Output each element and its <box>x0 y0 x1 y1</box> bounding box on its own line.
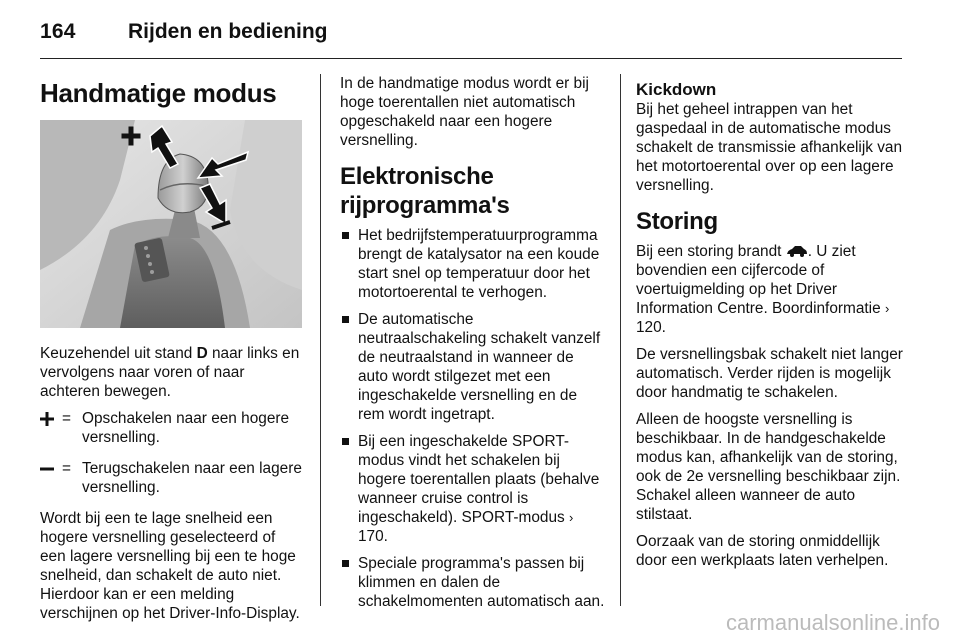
speed-warning-paragraph: Wordt bij een te lage snelheid een hogere versnelling geselecteerd of een lagere versnelling bij een te hoge snelheid, dan schakelt de auto niet. Hierdoor kan er een melding verschijnen op het Driver-Info-Display. <box>40 510 300 622</box>
list-item <box>340 554 606 611</box>
storing-paragraph-2: De versnellingsbak schakelt niet langer automatisch. Verder rijden is mogelijk door handmatig te schakelen. <box>636 346 903 401</box>
bullet-square-icon <box>342 560 349 567</box>
heading-storing: Storing <box>636 208 718 235</box>
page-ref-link[interactable]: 120. <box>636 319 666 336</box>
column-1 <box>40 74 304 631</box>
heading-kickdown: Kickdown <box>636 80 717 99</box>
legend-downshift <box>40 459 304 497</box>
intro-paragraph <box>40 344 304 401</box>
page-ref-link[interactable]: 170. <box>358 528 388 545</box>
page-ref-arrow-icon: › <box>569 510 574 525</box>
legend-equals: = <box>62 460 71 477</box>
plus-icon <box>40 409 62 447</box>
list-item-text: Speciale programma's passen bij klimmen en dalen de schakelmomenten automatisch aan. <box>358 555 605 610</box>
bullet-square-icon <box>342 232 349 239</box>
high-rpm-paragraph: In de handmatige modus wordt er bij hoge toerentallen niet automatisch opgeschakeld naar een hogere versnelling. <box>340 75 589 149</box>
list-item <box>340 310 606 424</box>
gear-selector-illustration <box>40 120 302 328</box>
column-divider-2 <box>620 74 621 606</box>
legend-downshift-text: Terugschakelen naar een lagere versnelling. <box>82 460 302 496</box>
kickdown-paragraph: Bij het geheel intrappen van het gaspedaal in de automatische modus schakelt de transmissie afhankelijk van het motortoerental over op een lagere versnelling. <box>636 101 903 194</box>
bullet-square-icon <box>342 438 349 445</box>
legend-equals: = <box>62 410 71 427</box>
storing-text-after: . U ziet bovendien een cijfercode of voertuigmelding op het Driver Information Centre. Boordinformatie <box>636 243 881 317</box>
heading-handmatige-modus: Handmatige modus <box>40 78 277 108</box>
storing-paragraph-4: Oorzaak van de storing onmiddellijk door een werkplaats laten verhelpen. <box>636 533 889 569</box>
watermark: carmanualsonline.info <box>725 610 940 635</box>
car-warning-icon <box>786 243 808 260</box>
page-number: 164 <box>40 20 76 43</box>
list-item-text: Bij een ingeschakelde SPORT-modus vindt het schakelen bij hogere toerentallen plaats (behalve wanneer cruise control is ingeschakeld). SPORT-modus <box>358 433 600 526</box>
legend-upshift <box>40 409 304 447</box>
heading-elektronische-rijprogrammas: Elektronische rijprogramma's <box>340 163 510 219</box>
column-2 <box>340 74 606 619</box>
gear-selector-drawing <box>40 120 302 328</box>
page-header <box>40 14 920 58</box>
programs-list <box>340 226 606 611</box>
gear-d-label: D <box>196 345 208 362</box>
intro-text-before: Keuzehendel uit stand <box>40 345 197 362</box>
intro-text-after: naar links en vervolgens naar voren of naar achteren bewegen. <box>40 345 300 400</box>
legend-upshift-text: Opschakelen naar een hogere versnelling. <box>82 410 290 446</box>
list-item <box>340 432 606 546</box>
column-divider-1 <box>320 74 321 606</box>
storing-text-before: Bij een storing brandt <box>636 243 782 260</box>
bullet-square-icon <box>342 316 349 323</box>
section-title: Rijden en bediening <box>128 20 328 43</box>
column-3 <box>636 74 904 578</box>
list-item-text: De automatische neutraalschakeling schakelt vanzelf de neutraalstand in wanneer de auto wordt stilgezet met een ingeschakelde versnelling en de rem wordt ingetrapt. <box>358 311 601 423</box>
page-ref-arrow-icon: › <box>884 301 890 316</box>
storing-paragraph-3: Alleen de hoogste versnelling is beschikbaar. In de handgeschakelde modus kan, afhankelijk van de storing, ook de 2e versnelling beschikbaar zijn. Schakel alleen wanneer de auto stilstaat. <box>636 411 901 523</box>
header-rule <box>40 58 902 59</box>
list-item-text: Het bedrijfstemperatuurprogramma brengt de katalysator na een koude start snel op temperatuur door het motortoerental te verhogen. <box>358 227 600 301</box>
storing-paragraph-1 <box>636 242 904 337</box>
minus-icon <box>40 459 62 497</box>
list-item <box>340 226 606 302</box>
